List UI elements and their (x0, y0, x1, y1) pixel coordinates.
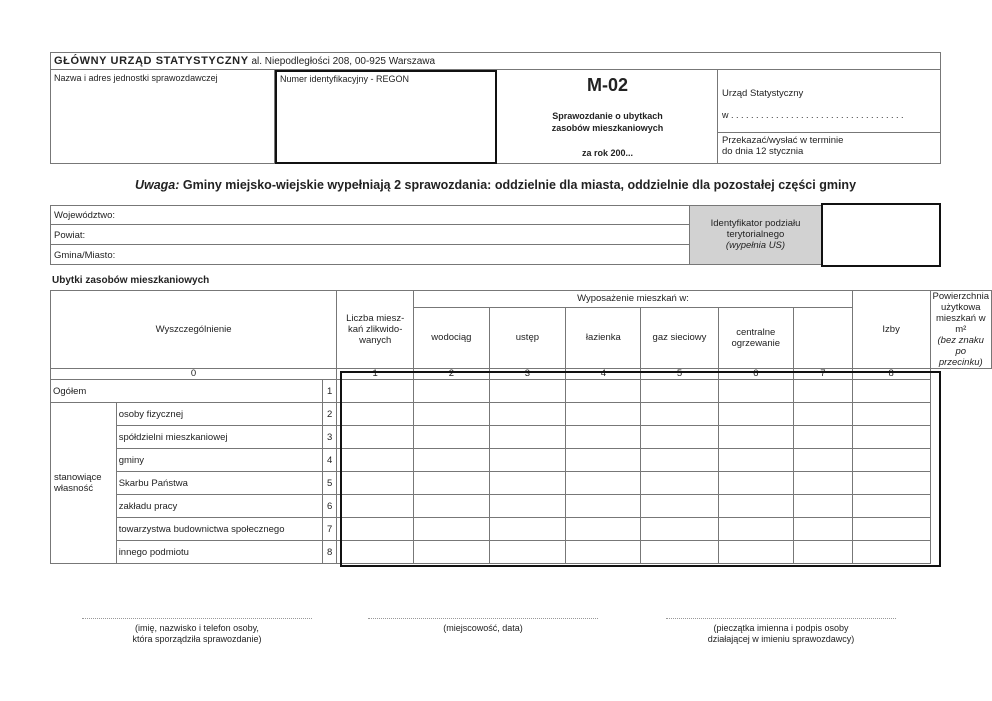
territory-id-field[interactable] (821, 203, 941, 267)
deadline-line1: Przekazać/wysłać w terminie (722, 135, 844, 146)
row-number: 5 (323, 472, 337, 495)
form-header (50, 52, 941, 164)
col-header-water: wodociąg (414, 307, 489, 368)
input-cell[interactable] (337, 472, 414, 495)
table-row (51, 472, 992, 495)
deadline-line2: do dnia 12 stycznia (722, 146, 804, 157)
institution-bar (51, 53, 940, 70)
section-title: Ubytki zasobów mieszkaniowych (52, 275, 210, 286)
input-cell[interactable] (489, 495, 566, 518)
col-header-spec: Wyszczególnienie (51, 291, 337, 369)
row-number: 4 (323, 449, 337, 472)
table-row (51, 518, 992, 541)
input-cell[interactable] (793, 449, 852, 472)
area-line2: użytkowa (940, 302, 981, 313)
input-cell[interactable] (489, 426, 566, 449)
input-cell[interactable] (337, 541, 414, 564)
input-cell[interactable] (852, 403, 930, 426)
input-cell[interactable] (852, 380, 930, 403)
input-cell[interactable] (414, 380, 489, 403)
col1-line3: wanych (359, 335, 392, 346)
input-cell[interactable] (852, 541, 930, 564)
row-label: osoby fizycznej (116, 403, 323, 426)
office-divider (718, 132, 940, 133)
input-cell[interactable] (641, 380, 718, 403)
input-cell[interactable] (852, 518, 930, 541)
input-cell[interactable] (718, 495, 793, 518)
losses-table (50, 290, 992, 564)
input-cell[interactable] (641, 495, 718, 518)
territory-block (50, 205, 690, 265)
territory-id-line3: (wypełnia US) (725, 240, 786, 251)
territory-id-line2: terytorialnego (726, 229, 785, 240)
input-cell[interactable] (718, 403, 793, 426)
col-header-equipment: Wyposażenie mieszkań w: (414, 291, 853, 308)
col-number: 5 (641, 369, 718, 380)
row-number: 8 (323, 541, 337, 564)
input-cell[interactable] (641, 426, 718, 449)
reporting-unit-field[interactable] (51, 70, 275, 163)
row-number: 3 (323, 426, 337, 449)
input-cell[interactable] (793, 518, 852, 541)
area-line5: przecinku) (938, 357, 983, 368)
note (50, 178, 941, 192)
input-cell[interactable] (566, 426, 641, 449)
regon-field[interactable] (275, 70, 497, 164)
deadline-note (722, 135, 843, 157)
form-identity (497, 70, 718, 163)
heating-line1: centralne (736, 326, 776, 338)
col-number: 3 (489, 369, 566, 380)
form-title-line2: zasobów mieszkaniowych (551, 123, 664, 133)
form-title (497, 110, 718, 134)
input-cell[interactable] (414, 541, 489, 564)
input-cell[interactable] (489, 518, 566, 541)
input-cell[interactable] (718, 380, 793, 403)
input-cell[interactable] (566, 472, 641, 495)
input-cell[interactable] (641, 449, 718, 472)
input-cell[interactable] (489, 403, 566, 426)
preparer-caption (67, 623, 327, 645)
row-number: 2 (323, 403, 337, 426)
table-row (51, 403, 992, 426)
input-cell[interactable] (489, 449, 566, 472)
input-cell[interactable] (414, 495, 489, 518)
ownership-line2: własność (54, 483, 94, 494)
col-header-residents (337, 291, 414, 369)
row-label: spółdzielni mieszkaniowej (116, 426, 323, 449)
input-cell[interactable] (641, 472, 718, 495)
preparer-line1: (imię, nazwisko i telefon osoby, (135, 623, 259, 633)
form-title-line1: Sprawozdanie o ubytkach (552, 111, 663, 121)
institution-address: al. Niepodległości 208, 00-925 Warszawa (251, 56, 436, 67)
input-cell[interactable] (414, 426, 489, 449)
col-header-gas: gaz sieciowy (641, 307, 718, 368)
ownership-line1: stanowiące (54, 472, 102, 483)
input-cell[interactable] (337, 495, 414, 518)
input-cell[interactable] (337, 403, 414, 426)
input-cell[interactable] (566, 541, 641, 564)
input-cell[interactable] (337, 426, 414, 449)
input-cell[interactable] (793, 380, 852, 403)
input-cell[interactable] (337, 380, 414, 403)
row-number: 1 (323, 380, 337, 403)
table-row (51, 495, 992, 518)
input-cell[interactable] (641, 518, 718, 541)
signature-line[interactable] (368, 618, 598, 619)
reporting-unit-label: Nazwa i adres jednostki sprawozdawczej (54, 73, 218, 83)
ownership-label (51, 403, 117, 564)
input-cell[interactable] (489, 380, 566, 403)
area-line4: (bez znaku po (937, 335, 984, 357)
input-cell[interactable] (852, 472, 930, 495)
col-number: 0 (51, 369, 337, 380)
input-cell[interactable] (852, 426, 930, 449)
signature-line[interactable] (666, 618, 896, 619)
col-header-toilet: ustęp (489, 307, 566, 368)
office-location-field[interactable]: w . . . . . . . . . . . . . . . . . . . . . . . . . . . . . . . . . . . (722, 110, 904, 120)
row-label: zakładu pracy (116, 495, 323, 518)
input-cell[interactable] (718, 518, 793, 541)
form-code: M-02 (586, 75, 628, 95)
form-year: za rok 200... (581, 148, 634, 158)
table-row (51, 541, 992, 564)
col-header-bathroom: łazienka (566, 307, 641, 368)
voivodeship-field[interactable]: Województwo: (51, 206, 689, 225)
input-cell[interactable] (793, 426, 852, 449)
stamp-line2: działającej w imieniu sprawozdawcy) (707, 634, 855, 644)
input-cell[interactable] (489, 472, 566, 495)
col-header-area (930, 291, 992, 369)
office-label: Urząd Statystyczny (722, 88, 804, 99)
row-label: towarzystwa budownictwa społecznego (116, 518, 323, 541)
input-cell[interactable] (641, 403, 718, 426)
table-row (51, 449, 992, 472)
input-cell[interactable] (852, 495, 930, 518)
statistical-office (718, 70, 940, 163)
input-cell[interactable] (566, 495, 641, 518)
input-cell[interactable] (718, 449, 793, 472)
input-cell[interactable] (718, 426, 793, 449)
input-cell[interactable] (566, 449, 641, 472)
col1-line1: Liczba miesz- (346, 313, 405, 324)
stamp-caption (651, 623, 911, 645)
heating-line2: ogrzewanie (731, 337, 781, 349)
stamp-line1: (pieczątka imienna i podpis osoby (713, 623, 849, 633)
area-line3: mieszkań w m² (935, 313, 986, 335)
table-row (51, 426, 992, 449)
table-row-total (51, 380, 992, 403)
input-cell[interactable] (489, 541, 566, 564)
input-cell[interactable] (414, 518, 489, 541)
input-cell[interactable] (337, 449, 414, 472)
institution-name: GŁÓWNY URZĄD STATYSTYCZNY (54, 55, 249, 67)
note-label: Uwaga: (134, 178, 180, 192)
place-date-caption: (miejscowość, data) (443, 623, 523, 633)
col-number: 6 (718, 369, 793, 380)
area-line1: Powierzchnia (932, 291, 989, 302)
col-number: 2 (414, 369, 489, 380)
territory-id-line1: Identyfikator podziału (710, 218, 801, 229)
input-cell[interactable] (337, 518, 414, 541)
col-number: 8 (852, 369, 930, 380)
input-cell[interactable] (566, 518, 641, 541)
input-cell[interactable] (718, 472, 793, 495)
input-cell[interactable] (641, 541, 718, 564)
territory-id-label (690, 205, 821, 265)
row-label: innego podmiotu (116, 541, 323, 564)
input-cell[interactable] (718, 541, 793, 564)
col-number: 4 (566, 369, 641, 380)
input-cell[interactable] (793, 472, 852, 495)
input-cell[interactable] (852, 449, 930, 472)
col-number: 1 (337, 369, 414, 380)
county-field[interactable]: Powiat: (51, 226, 689, 245)
preparer-line2: która sporządziła sprawozdanie) (132, 634, 262, 644)
input-cell[interactable] (566, 403, 641, 426)
col1-line2: kań zlikwido- (348, 324, 403, 335)
input-cell[interactable] (414, 403, 489, 426)
col-header-heating (718, 307, 793, 368)
input-cell[interactable] (793, 541, 852, 564)
input-cell[interactable] (414, 472, 489, 495)
row-label-total: Ogółem (51, 380, 323, 403)
row-number: 6 (323, 495, 337, 518)
row-label: gminy (116, 449, 323, 472)
signature-line[interactable] (82, 618, 312, 619)
note-text: Gminy miejsko-wiejskie wypełniają 2 sprawozdania: oddzielnie dla miasta, oddzielnie dla pozostałej części gminy (179, 178, 857, 192)
input-cell[interactable] (414, 449, 489, 472)
input-cell[interactable] (793, 403, 852, 426)
row-number: 7 (323, 518, 337, 541)
commune-field[interactable]: Gmina/Miasto: (54, 250, 116, 261)
row-label: Skarbu Państwa (116, 472, 323, 495)
regon-label: Numer identyfikacyjny - REGON (280, 74, 410, 84)
col-header-rooms: Izby (852, 291, 930, 369)
input-cell[interactable] (793, 495, 852, 518)
input-cell[interactable] (566, 380, 641, 403)
col-number: 7 (793, 369, 852, 380)
